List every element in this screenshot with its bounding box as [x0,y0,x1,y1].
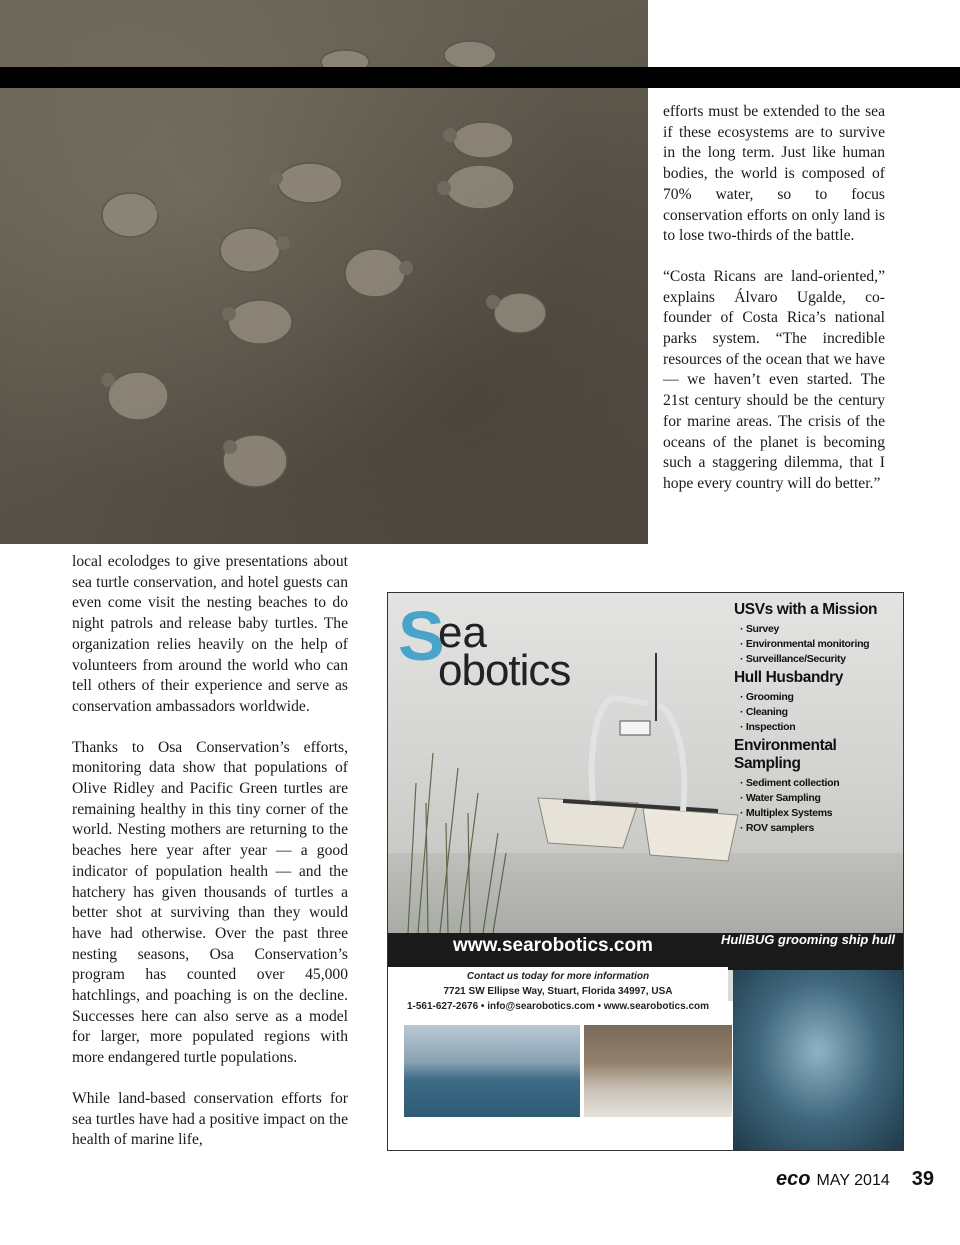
paragraph: local ecolodges to give presentations about sea turtle conservation, and hotel guests can even come visit the nesting beaches to do night patrols and release baby turtles. The organization relies heavily on the help of volunteers from around the world who can tell others of their experience and serve as conservation ambassadors worldwide. [72,553,348,715]
ad-contact-info [388,967,728,1016]
paragraph: “Costa Ricans are land-oriented,” explains Álvaro Ugalde, co-founder of Costa Rica’s national parks system. “The incredible resources of the ocean that we have — we haven’t even started. The 21st century should be the century for marine areas. The crisis of the oceans of the planet is becoming such a staggering dilemma, that I hope every country will do better.” [663,267,885,492]
ad-section-heading: Environmental Sampling [734,737,837,772]
ad-hullbug-caption: HullBUG grooming ship hull [720,932,896,947]
logo-text-bottom: obotics [438,646,571,695]
ad-list-item: · Inspection [734,720,902,735]
left-text-column [72,552,348,1171]
ad-photo-hullbug-underwater [733,970,903,1150]
header-bar [0,67,960,88]
ad-list-item: · Environmental monitoring [734,637,902,652]
ad-list-item: · Surveillance/Security [734,652,902,667]
ad-section [734,737,902,836]
right-text-column [663,102,885,515]
magazine-name: eco [776,1168,811,1190]
paragraph: efforts must be extended to the sea if these ecosystems are to survive in the long term. Just like human bodies, the world is composed of 70% water, so to focus conservation efforts on only land is to lose two-thirds of the battle. [663,103,885,245]
page-footer [776,1168,934,1191]
ad-section-heading: Hull Husbandry [734,669,843,686]
logo-letter: S [398,597,445,675]
contact-phone-email[interactable]: 1-561-627-2676 • info@searobotics.com • www.searobotics.com [406,1001,710,1012]
ad-list-item: · Cleaning [734,705,902,720]
paragraph: Thanks to Osa Conservation’s efforts, monitoring data show that populations of Olive Ridley and Pacific Green turtles are remaining healthy in this tiny corner of the world. Nesting mothers are returning to the beaches here year after year — a good indicator of population health — and the hatchery has given thousands of turtles a better shot at surviving than they would have had otherwise. Over the past three nesting seasons, Osa Conservation’s program has counted over 45,000 hatchlings, and poaching is on the decline. Successes here can also serve as a model for larger, more populated regions with more endangered turtle populations. [72,738,348,1067]
ad-service-list [734,599,902,836]
ad-list-item: · Water Sampling [734,791,902,806]
ad-list-item: · Survey [734,622,902,637]
ad-list-item: · ROV samplers [734,821,902,836]
ad-list-item: · Multiplex Systems [734,806,902,821]
ad-list-item: · Grooming [734,690,902,705]
ad-section [734,601,902,667]
ad-section-heading: USVs with a Mission [734,601,878,618]
page-number: 39 [911,1168,934,1190]
ad-website-link[interactable]: www.searobotics.com [453,935,653,956]
searobotics-advertisement[interactable] [387,592,904,1151]
searobotics-logo [398,599,628,699]
paragraph: While land-based conservation efforts for sea turtles have had a positive impact on the health of marine life, [72,1089,348,1149]
ad-list-item: · Sediment collection [734,776,902,791]
ad-photo-ship-deck [584,1025,732,1117]
issue-date: MAY 2014 [816,1172,890,1189]
ad-section [734,669,902,735]
contact-callout: Contact us today for more information [466,971,650,982]
contact-address: 7721 SW Ellipse Way, Stuart, Florida 34997, USA [443,986,673,997]
logo-text-top: ea [438,608,487,657]
ad-photo-usv-on-water [404,1025,580,1117]
